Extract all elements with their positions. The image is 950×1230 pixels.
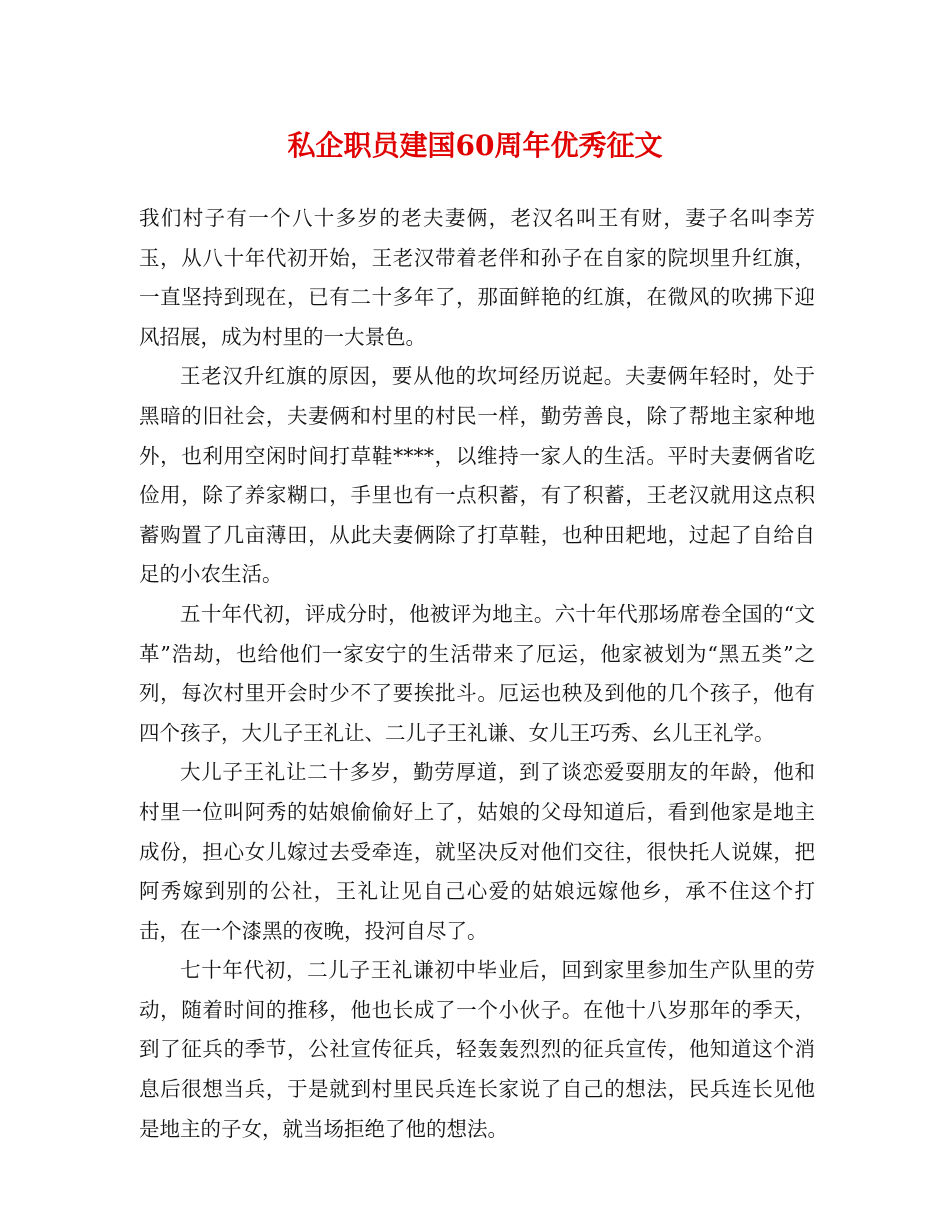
paragraph: 王老汉升红旗的原因，要从他的坎坷经历说起。夫妻俩年轻时，处于黑暗的旧社会，夫妻俩和村里的村民一样，勤劳善良，除了帮地主家种地外，也利用空闲时间打草鞋****，以维持一家人的生活。平时夫妻俩省吃俭用，除了养家糊口，手里也有一点积蓄，有了积蓄，王老汉就用这点积蓄购置了几亩薄田，从此夫妻俩除了打草鞋，也种田耙地，过起了自给自足的小农生活。	[139, 364, 815, 587]
paragraph: 七十年代初，二儿子王礼谦初中毕业后，回到家里参加生产队里的劳动，随着时间的推移，他也长成了一个小伙子。在他十八岁那年的季天，到了征兵的季节，公社宣传征兵，轻轰轰烈烈的征兵宣传，他知道这个消息后很想当兵，于是就到村里民兵连长家说了自己的想法，民兵连长见他是地主的子女，就当场拒绝了他的想法。	[139, 958, 815, 1141]
paragraph: 我们村子有一个八十多岁的老夫妻俩，老汉名叫王有财，妻子名叫李芳玉，从八十年代初开始，王老汉带着老伴和孙子在自家的院坝里升红旗，一直坚持到现在，已有二十多年了，那面鲜艳的红旗，在微风的吹拂下迎风招展，成为村里的一大景色。	[139, 206, 815, 349]
paragraph: 大儿子王礼让二十多岁，勤劳厚道，到了谈恋爱耍朋友的年龄，他和村里一位叫阿秀的姑娘偷偷好上了，姑娘的父母知道后，看到他家是地主成份，担心女儿嫁过去受牵连，就坚决反对他们交往，很快托人说媒，把阿秀嫁到别的公社，王礼让见自己心爱的姑娘远嫁他乡，承不住这个打击，在一个漆黑的夜晚，投河自尽了。	[139, 760, 815, 943]
document-title: 私企职员建国60周年优秀征文	[287, 129, 663, 162]
document-body	[139, 199, 815, 1149]
paragraph: 五十年代初，评成分时，他被评为地主。六十年代那场席卷全国的“文革”浩劫，也给他们一家安宁的生活带来了厄运，他家被划为“黑五类”之列，每次村里开会时少不了要挨批斗。厄运也秧及到他的几个孩子，他有四个孩子，大儿子王礼让、二儿子王礼谦、女儿王巧秀、幺儿王礼学。	[139, 601, 815, 745]
